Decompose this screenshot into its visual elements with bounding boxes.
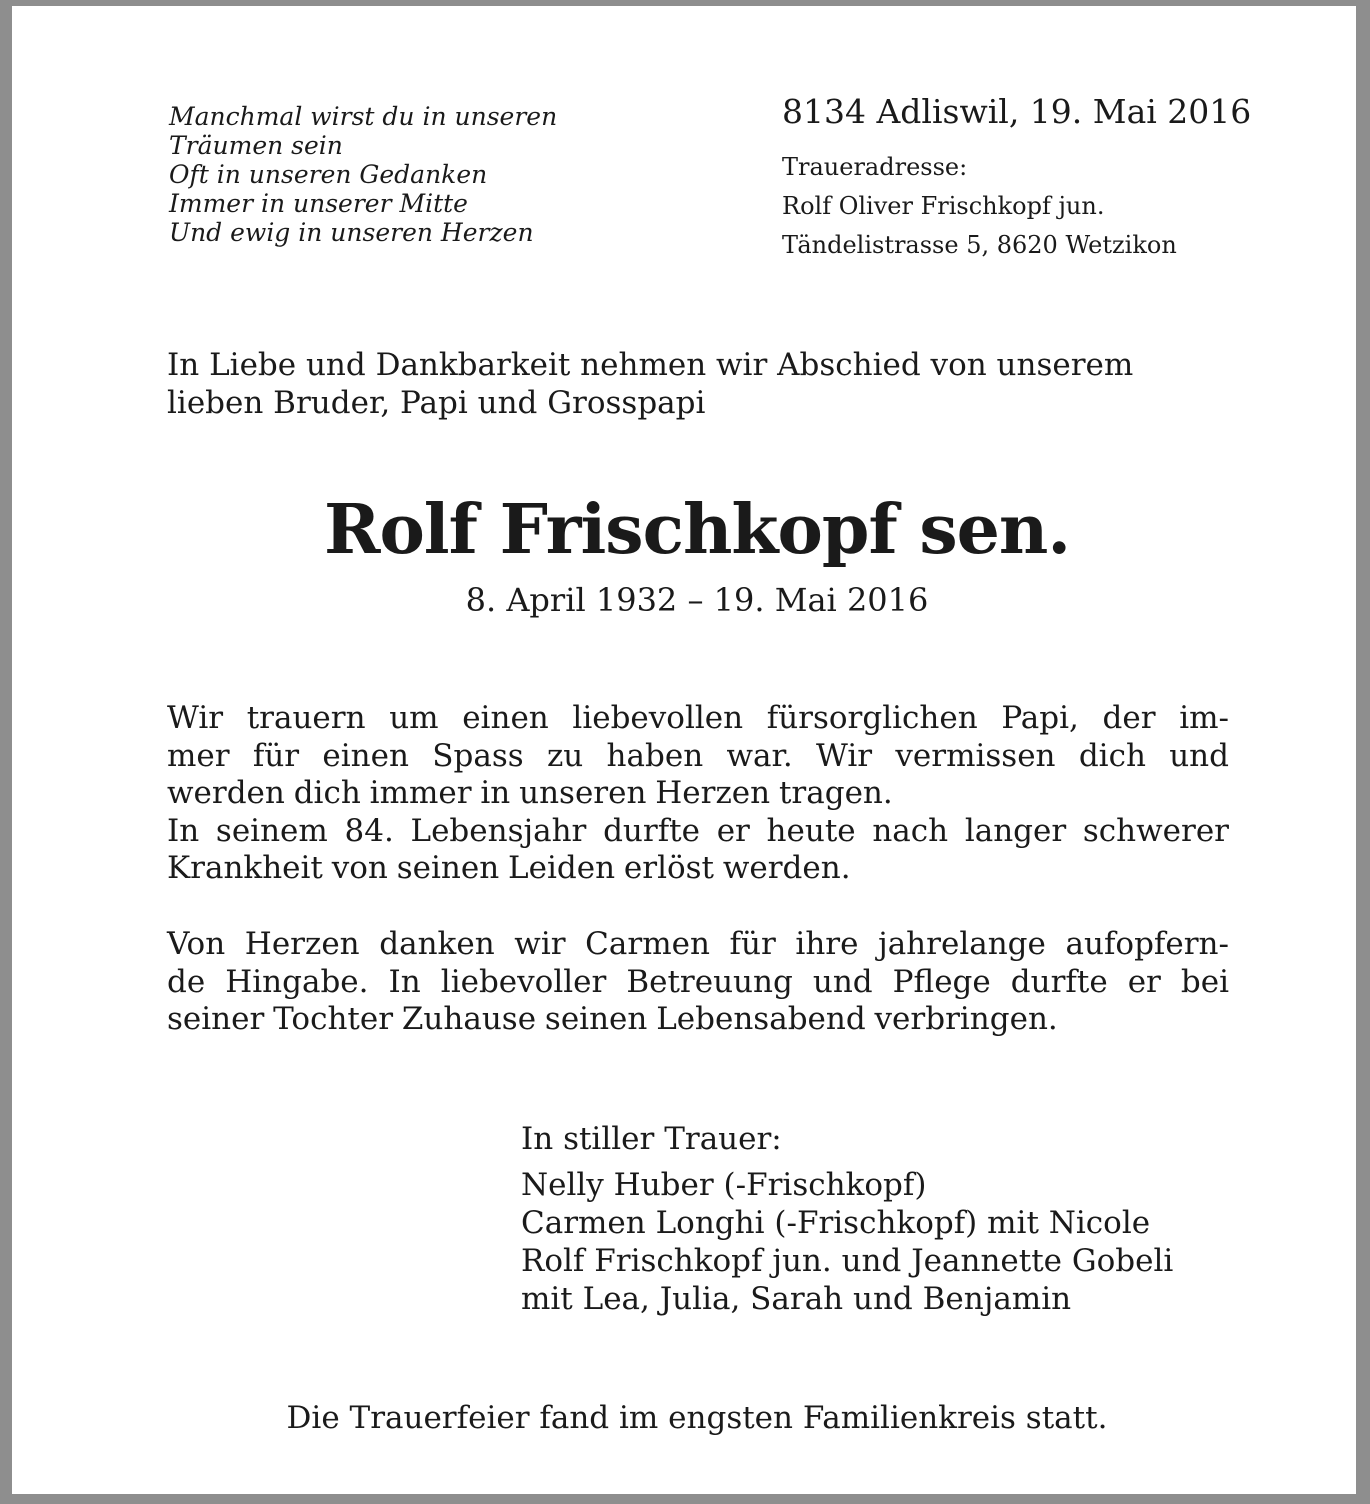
paragraph-line: mer für einen Spass zu haben war. Wir vermissen dich und <box>167 737 1229 774</box>
paragraph-line: Krankheit von seinen Leiden erlöst werden. <box>167 850 851 886</box>
mourning-address <box>782 148 1177 265</box>
motto-line: Und ewig in unseren Herzen <box>169 218 534 247</box>
motto-line: Immer in unserer Mitte <box>169 189 468 218</box>
paragraph-line: werden dich immer in unseren Herzen tragen. <box>167 775 893 811</box>
intro-text <box>167 346 1133 422</box>
motto-poem <box>169 102 557 247</box>
paragraph-line: de Hingabe. In liebevoller Betreuung und Pflege durfte er bei <box>167 963 1229 1000</box>
tribute-paragraph <box>167 700 1229 888</box>
thanks-paragraph <box>167 926 1229 1039</box>
paragraph-line: In seinem 84. Lebensjahr durfte er heute nach langer schwerer <box>167 812 1229 849</box>
funeral-notice: Die Trauerfeier fand im engsten Familienkreis statt. <box>286 1400 1108 1436</box>
intro-line: In Liebe und Dankbarkeit nehmen wir Abschied von unserem <box>167 347 1134 383</box>
motto-line: Träumen sein <box>169 131 343 160</box>
deceased-name: Rolf Frischkopf sen. <box>323 490 1071 570</box>
mourner-name: Rolf Frischkopf jun. und Jeannette Gobeli <box>521 1243 1174 1279</box>
paragraph-line: Wir trauern um einen liebevollen fürsorglichen Papi, der im- <box>167 700 1229 736</box>
motto-line: Manchmal wirst du in unseren <box>169 102 558 131</box>
mourners-list <box>521 1120 1173 1318</box>
place-date: 8134 Adliswil, 19. Mai 2016 <box>782 92 1252 131</box>
mourner-name: Nelly Huber (-Frischkopf) <box>521 1167 927 1203</box>
motto-line: Oft in unseren Gedanken <box>169 160 488 189</box>
intro-line: lieben Bruder, Papi und Grosspapi <box>167 385 706 421</box>
mourner-name: Carmen Longhi (-Frischkopf) mit Nicole <box>521 1205 1151 1241</box>
paragraph-line: seiner Tochter Zuhause seinen Lebensabend verbringen. <box>167 1001 1058 1037</box>
address-street: Tändelistrasse 5, 8620 Wetzikon <box>782 231 1177 259</box>
mourner-name: mit Lea, Julia, Sarah und Benjamin <box>521 1281 1072 1317</box>
paragraph-line: Von Herzen danken wir Carmen für ihre jahrelange aufopfern- <box>167 926 1229 962</box>
address-label: Traueradresse: <box>782 153 968 181</box>
address-name: Rolf Oliver Frischkopf jun. <box>782 192 1105 220</box>
mourners-heading: In stiller Trauer: <box>521 1121 782 1157</box>
life-dates: 8. April 1932 – 19. Mai 2016 <box>465 581 929 619</box>
